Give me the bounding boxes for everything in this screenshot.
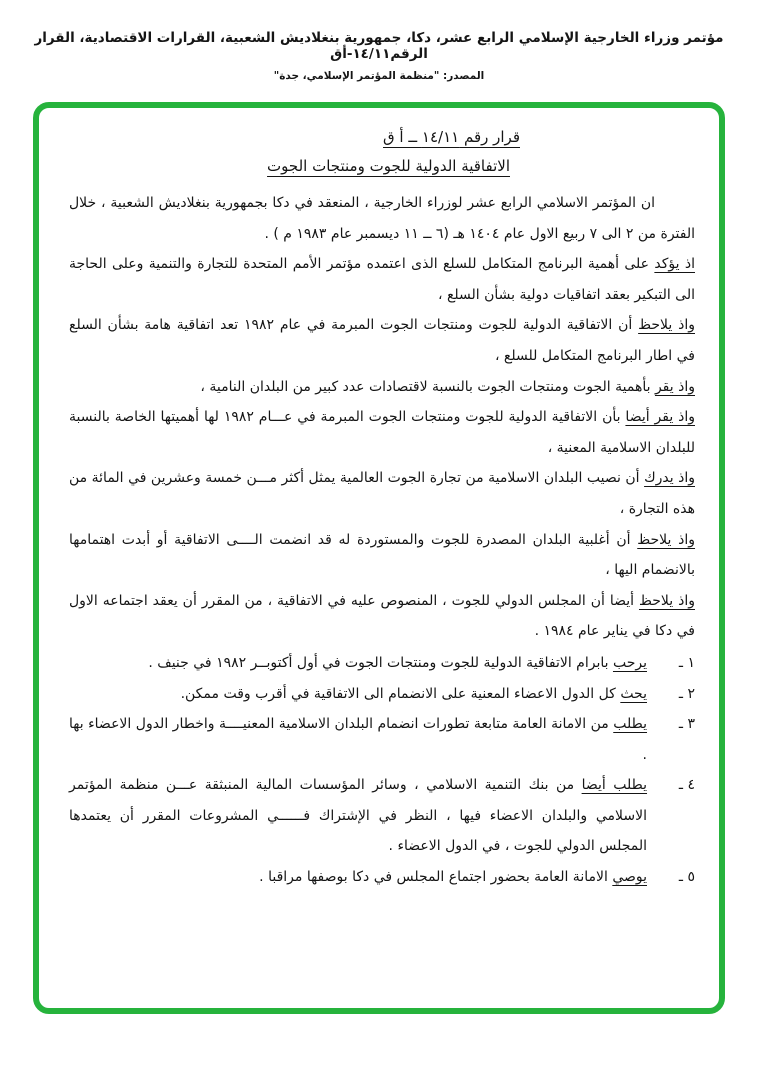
paragraph-text: ان المؤتمر الاسلامي الرابع عشر لوزراء الخارجية ، المنعقد في دكا بجمهورية بنغلاديش الشعبية ، خلال الفترة من ٢ الى ٧ ربيع الاول عام ١٤٠٤ هـ (٦ ــ ١١ ديسمبر عام ١٩٨٣ م ) . [69,195,695,242]
paragraph-lead: واذ يدرك [644,470,695,487]
paragraph-lead: واذ يلاحظ [638,592,695,609]
paragraph-lead: واذ يقر أيضا [625,409,695,426]
item-body-text: كل الدول الاعضاء المعنية على الانضمام الى الاتفاقية في أقرب وقت ممكن. [180,685,616,702]
preamble-paragraph [69,463,695,524]
item-lead: يطلب [613,716,648,733]
item-body-text: من الامانة العامة متابعة تطورات انضمام البلدان الاسلامية المعنيــــة واخطار الدول الاعضاء بها . [69,716,647,763]
preamble-paragraph [69,402,695,463]
preamble-paragraph [69,372,695,403]
preamble-paragraph [69,188,695,249]
document-source-header [0,0,758,82]
resolution-item [69,648,695,679]
resolution-item [69,862,695,893]
item-text [69,709,647,770]
item-lead: يوصي [612,869,647,886]
paragraph-lead: واذ يقر [654,378,695,395]
item-number: ٥ ـ [678,869,695,886]
resolution-subject-title: الاتفاقية الدولية للجوت ومنتجات الجوت [267,157,510,175]
resolution-number-title: قرار رقم ١٤/١١ ــ أ ق [383,128,520,146]
preamble-paragraph [69,249,695,310]
preamble-paragraph [69,525,695,586]
paragraph-lead: اذ يؤكد [654,256,695,273]
item-lead: يرحب [612,654,647,671]
paragraph-text: على أهمية البرنامج المتكامل للسلع الذى اعتمده مؤتمر الأمم المتحدة للتجارة والتنمية وعلى الحاجة الى التبكير بعقد اتفاقيات دولية بشأن السلع ، [69,256,695,303]
preamble-paragraph [69,586,695,647]
paragraph-text: أن أغلبية البلدان المصدرة للجوت والمستوردة له قد انضمت الــــى الاتفاقية أو أبدت اهتمامها بالانضمام اليها ، [69,531,695,579]
item-text [69,679,647,710]
item-text [69,862,647,893]
preamble-paragraph [69,310,695,371]
resolution-item [69,679,695,710]
paragraph-text: أن الاتفاقية الدولية للجوت ومنتجات الجوت المبرمة في عام ١٩٨٢ تعد اتفاقية هامة بشأن السلع في اطار البرنامج المتكامل للسلع ، [69,317,695,364]
operative-items-list [69,648,695,893]
item-lead: يحث [620,685,647,702]
item-text [69,770,647,862]
paragraph-text: أيضا أن المجلس الدولي للجوت ، المنصوص عليه في الاتفاقية ، من المقرر أن يعقد اجتماعه الاول في دكا في يناير عام ١٩٨٤ . [69,592,695,640]
green-border-frame [33,102,725,1014]
paragraph-lead: واذ يلاحظ [637,531,696,548]
paragraph-text: بأن الاتفاقية الدولية للجوت ومنتجات الجوت المبرمة في عـــام ١٩٨٢ لها أهميتها الخاصة بالنسبة للبلدان الاسلامية المعنية ، [69,409,695,456]
item-number: ٢ ـ [678,685,695,702]
resolution-item [69,770,695,862]
paragraph-text: بأهمية الجوت ومنتجات الجوت بالنسبة لاقتصادات عدد كبير من البلدان النامية ، [200,378,651,395]
paragraph-text: أن نصيب البلدان الاسلامية من تجارة الجوت العالمية يمثل أكثر مـــن خمسة وعشرين في المائة من هذه التجارة ، [69,470,695,517]
item-body-text: بابرام الاتفاقية الدولية للجوت ومنتجات الجوت في أول أكتوبــر ١٩٨٢ في جنيف . [148,654,609,671]
item-body-text: من بنك التنمية الاسلامي ، وسائر المؤسسات المالية المنبثقة عـــن منظمة المؤتمر الاسلامي والبلدان الاعضاء فيها ، النظر في الإشتراك فــــــي المشروعات المقرر أن يعتمدها المجلس الدولي للجوت ، في الدول الاعضاء . [69,777,647,855]
source-line: المصدر: "منظمة المؤتمر الإسلامي، جدة" [273,70,485,82]
item-number: ١ ـ [678,654,695,671]
conference-reference-line: مؤتمر وزراء الخارجية الإسلامي الرابع عشر، دكا، جمهورية بنغلاديش الشعبية، القرارات الاقتصادية، القرار الرقم١٤/١١-أق [34,30,724,62]
item-text [69,648,647,679]
item-number: ٤ ـ [678,777,695,794]
resolution-item [69,709,695,770]
paragraph-lead: واذ يلاحظ [638,317,695,334]
item-lead: يطلب أيضا [581,777,648,794]
item-body-text: الامانة العامة بحضور اجتماع المجلس في دكا بوصفها مراقبا . [259,869,608,886]
item-number: ٣ ـ [678,716,695,733]
